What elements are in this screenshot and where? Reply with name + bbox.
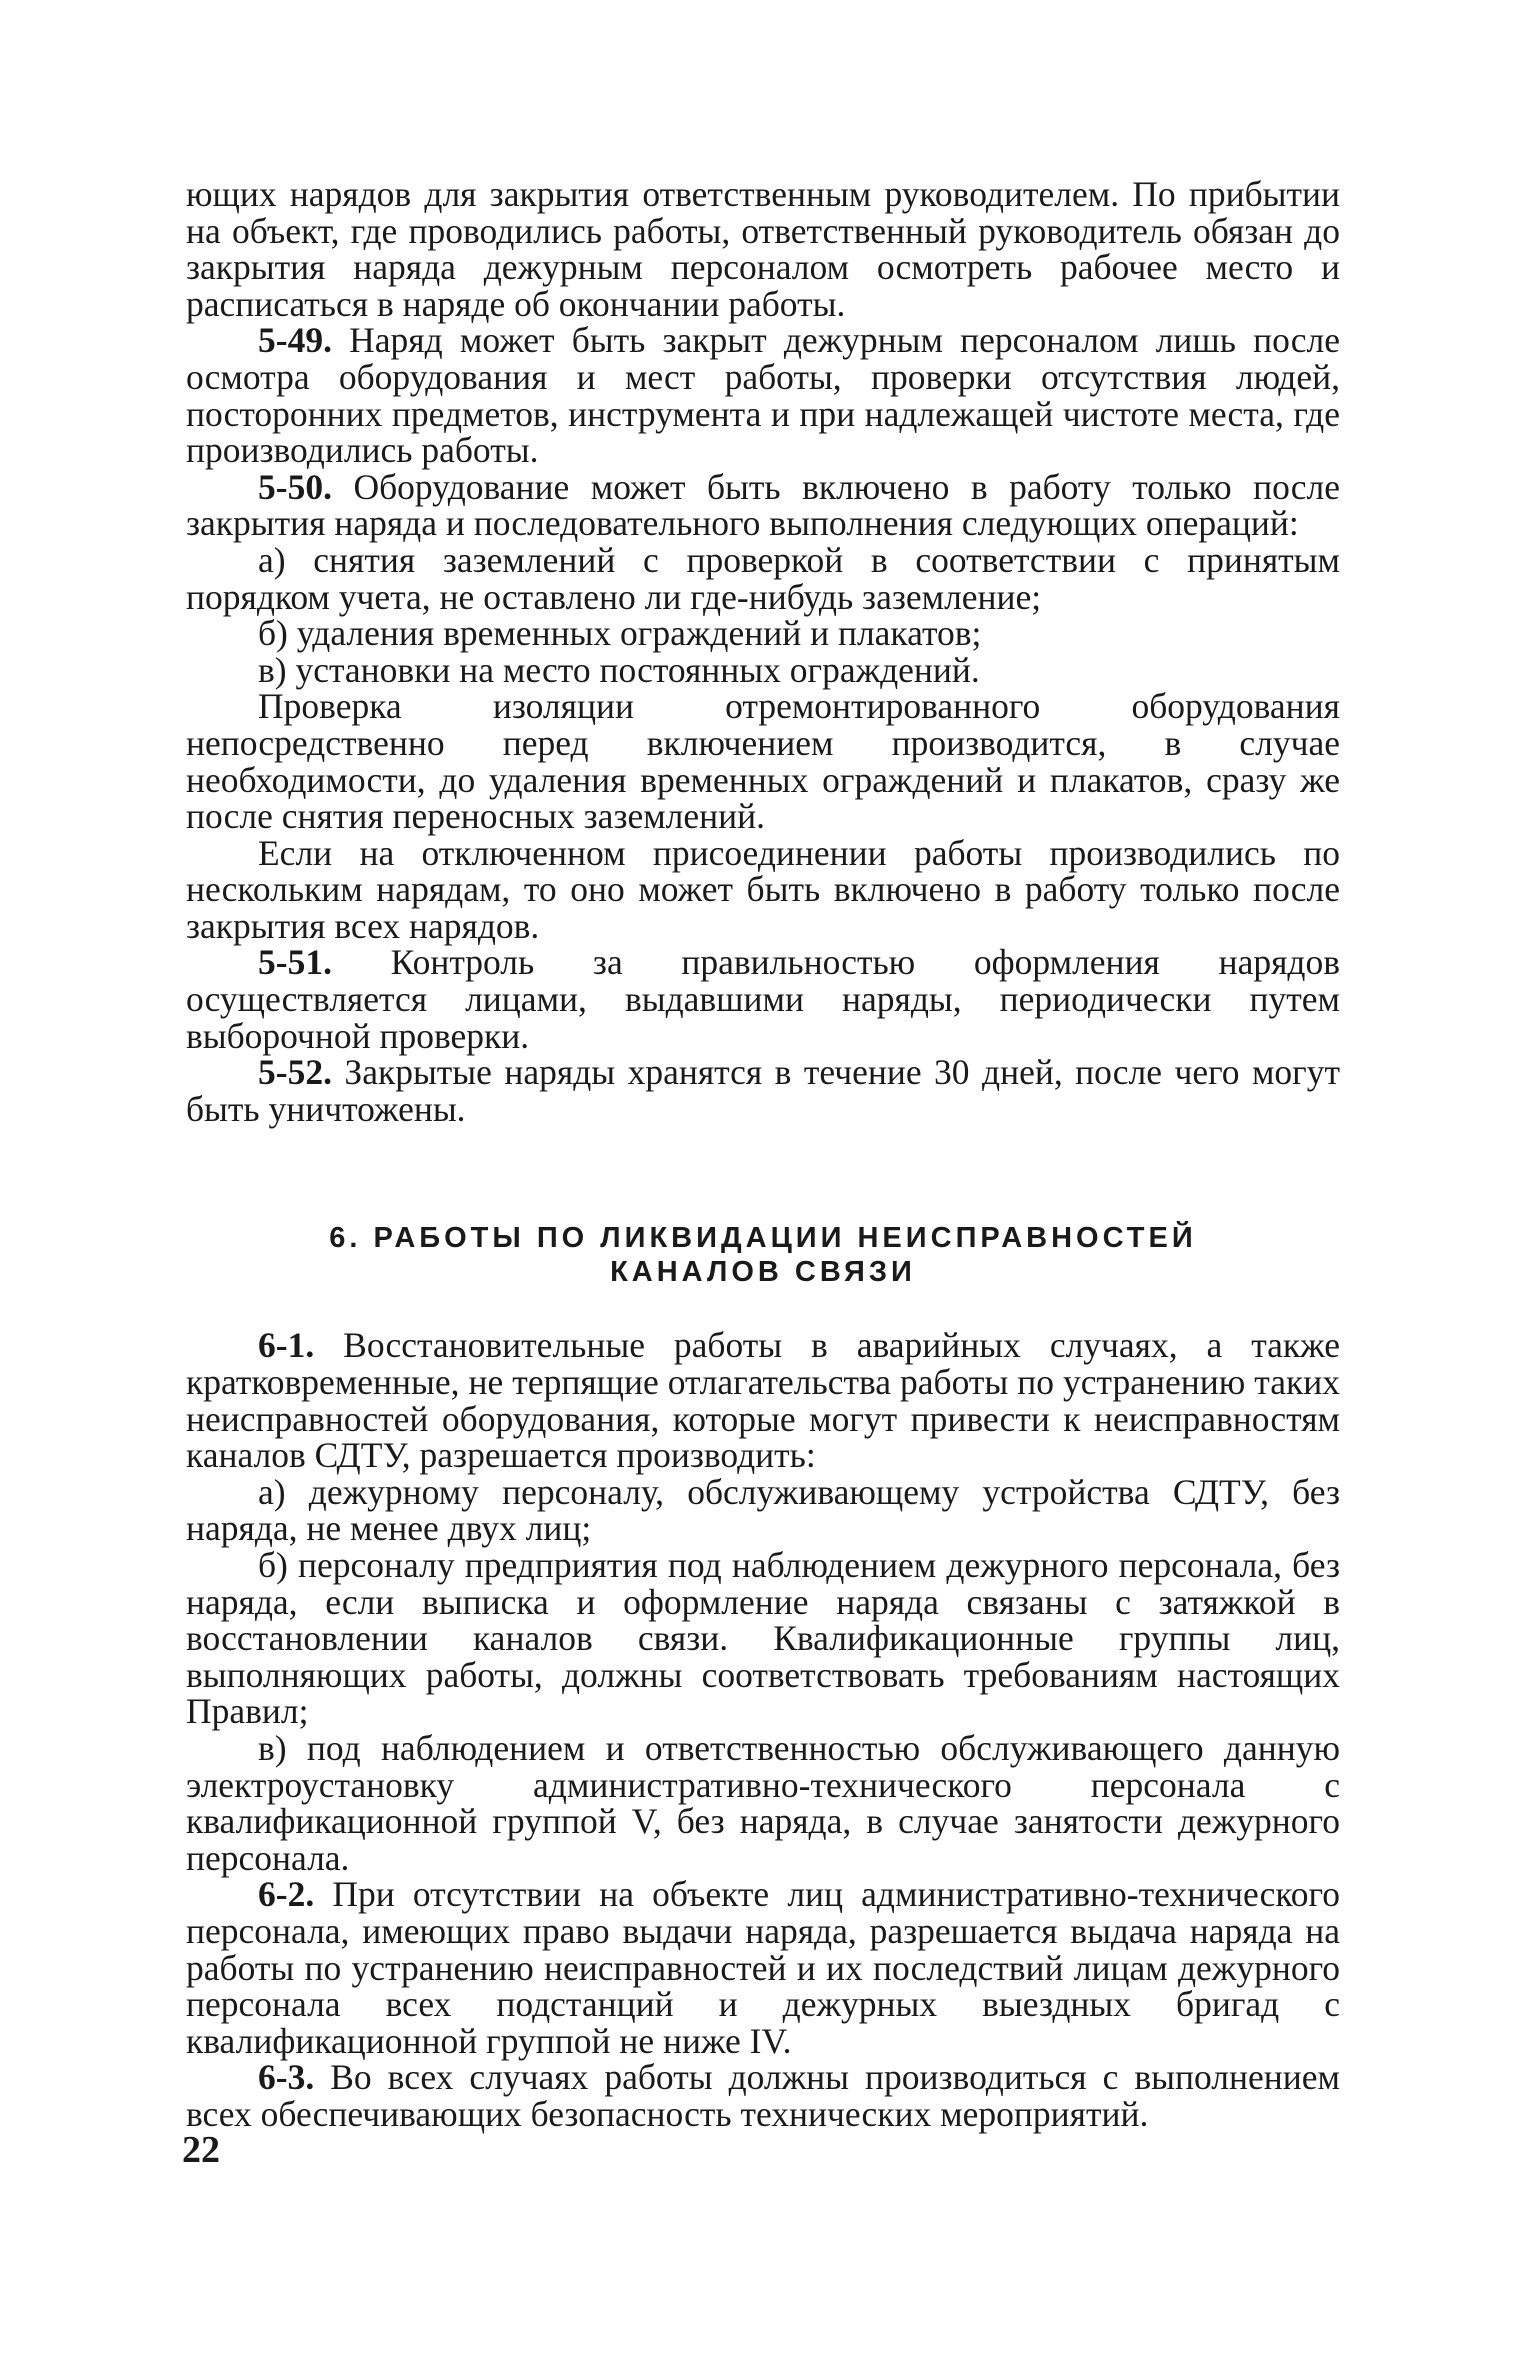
- heading-line: КАНАЛОВ СВЯЗИ: [610, 1256, 916, 1289]
- paragraph-text: При отсутствии на объекте лиц административно-технического персонала, имеющих право выдачи наряда, разрешается выдача наряда на работы по устранению неисправностей и их последствий лицам дежурного персонала всех подстанций и дежурных выездных бригад с квалификационной группой не ниже IV.: [186, 1874, 1340, 2061]
- clause-number: 5-50.: [258, 466, 332, 507]
- clause-number: 6-3.: [258, 2057, 315, 2098]
- section-bottom: [186, 1327, 1340, 2132]
- paragraph: [186, 649, 1340, 690]
- paragraph: [186, 1325, 1340, 1476]
- paragraph-text: в) под наблюдением и ответственностью обслуживающего данную электроустановку административно-технического персонала с квалификационной группой V, без наряда, в случае занятости дежурного персонала.: [186, 1727, 1340, 1878]
- paragraph: [186, 1547, 1340, 1730]
- paragraph: [186, 539, 1340, 617]
- paragraph: [186, 1727, 1340, 1878]
- paragraph-text: Оборудование может быть включено в работу только после закрытия наряда и последовательного выполнения следующих операций:: [186, 466, 1340, 544]
- section-top: [186, 176, 1340, 1127]
- paragraph: [186, 1054, 1340, 1127]
- paragraph: [186, 686, 1340, 837]
- clause-number: 6-1.: [258, 1325, 315, 1366]
- paragraph: [186, 1471, 1340, 1549]
- paragraph-text: Если на отключенном присоединении работы производились по нескольким нарядам, то оно может быть включено в работу только после закрытия всех нарядов.: [186, 832, 1340, 946]
- paragraph-text: а) снятия заземлений с проверкой в соответствии с принятым порядком учета, не оставлено ли где-нибудь заземление;: [186, 539, 1340, 617]
- paragraph: [186, 466, 1340, 544]
- paragraph-text: Проверка изоляции отремонтированного оборудования непосредственно перед включением производится, в случае необходимости, до удаления временных ограждений и плакатов, сразу же после снятия переносных заземлений.: [186, 686, 1340, 837]
- paragraph-text: ющих нарядов для закрытия ответственным руководителем. По прибытии на объект, где проводились работы, ответственный руководитель обязан до закрытия наряда дежурным персоналом осмотреть рабочее место и расписаться в наряде об окончании работы.: [186, 174, 1340, 324]
- paragraph: [186, 2059, 1340, 2132]
- paragraph: [186, 944, 1340, 1054]
- clause-number: 5-52.: [258, 1052, 332, 1093]
- paragraph-text: а) дежурному персоналу, обслуживающему устройства СДТУ, без наряда, не менее двух лиц;: [186, 1471, 1340, 1549]
- paragraph-text: Закрытые наряды хранятся в течение 30 дней, после чего могут быть уничтожены.: [186, 1052, 1340, 1129]
- paragraph: [186, 832, 1340, 946]
- heading-line: 6. РАБОТЫ ПО ЛИКВИДАЦИИ НЕИСПРАВНОСТЕЙ: [329, 1222, 1197, 1255]
- clause-number: 6-2.: [258, 1874, 315, 1915]
- paragraph-text: Контроль за правильностью оформления нарядов осуществляется лицами, выдавшими наряды, периодически путем выборочной проверки.: [186, 942, 1340, 1056]
- page-number: 22: [182, 2129, 220, 2171]
- paragraph: [186, 1876, 1340, 2059]
- paragraph: [186, 615, 1340, 652]
- paragraph-text: б) персоналу предприятия под наблюдением дежурного персонала, без наряда, если выписка и оформление наряда связаны с затяжкой в восстановлении каналов связи. Квалификационные группы лиц, выполняющих работы, должны соответствовать требованиям настоящих Правил;: [186, 1545, 1340, 1732]
- paragraph-text: Во всех случаях работы должны производиться с выполнением всех обеспечивающих безопасность технических мероприятий.: [186, 2057, 1340, 2134]
- paragraph-text: Наряд может быть закрыт дежурным персоналом лишь после осмотра оборудования и мест работы, проверки отсутствия людей, посторонних предметов, инструмента и при надлежащей чистоте места, где производились работы.: [186, 320, 1340, 471]
- paragraph-text: в) установки на место постоянных ограждений.: [258, 649, 980, 690]
- paragraph: [186, 176, 1340, 322]
- section-heading: [186, 1221, 1340, 1289]
- paragraph: [186, 320, 1340, 471]
- clause-number: 5-49.: [258, 320, 332, 361]
- clause-number: 5-51.: [258, 942, 332, 983]
- paragraph-text: б) удаления временных ограждений и плакатов;: [258, 613, 982, 654]
- paragraph-text: Восстановительные работы в аварийных случаях, а также кратковременные, не терпящие отлагательства работы по устранению таких неисправностей оборудования, которые могут привести к неисправностям каналов СДТУ, разрешается производить:: [186, 1325, 1340, 1476]
